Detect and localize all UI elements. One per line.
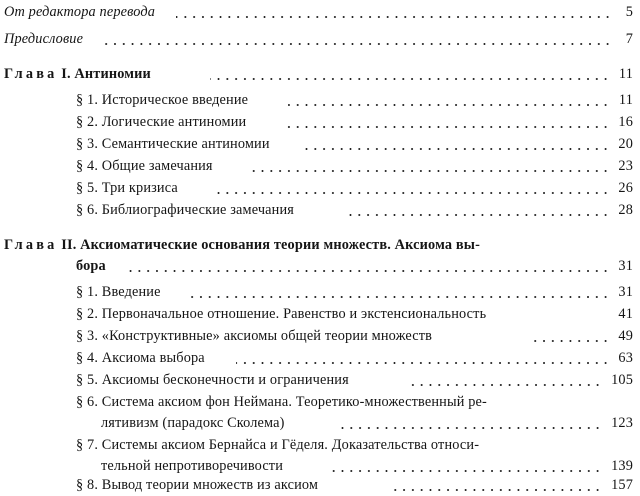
toc-entry-label: Предисловие xyxy=(4,31,84,47)
dot-leader xyxy=(528,340,610,342)
toc-section-label: § 2. Первоначальное отношение. Равенство и экстенсиональность xyxy=(76,306,487,322)
toc-section[interactable] xyxy=(0,369,640,391)
dot-leader xyxy=(248,170,610,172)
toc-section-label: § 1. Историческое введение xyxy=(76,92,249,108)
dot-leader xyxy=(410,384,602,386)
toc-page-number: 49 xyxy=(618,328,633,344)
dot-leader xyxy=(236,362,610,364)
chapter-heading xyxy=(4,234,480,256)
toc-section[interactable] xyxy=(0,199,640,221)
toc-page-number: 5 xyxy=(625,4,633,20)
chapter-word: Глава xyxy=(4,237,58,253)
chapter-word: Глава xyxy=(4,66,58,82)
dot-leader xyxy=(214,192,610,194)
toc-entry-preface[interactable] xyxy=(0,28,640,50)
toc-chapter-2[interactable] xyxy=(0,234,640,256)
toc-page-number: 11 xyxy=(618,92,633,108)
dot-leader xyxy=(104,43,612,45)
toc-section-label-continuation: лятивизм (парадокс Сколема) xyxy=(101,415,285,431)
toc-page-number: 20 xyxy=(618,136,633,152)
toc-page-number: 31 xyxy=(618,258,633,274)
toc-section[interactable] xyxy=(0,177,640,199)
toc-page-number: 28 xyxy=(618,202,633,218)
dot-leader xyxy=(390,489,602,491)
toc-page-number: 41 xyxy=(618,306,633,322)
toc-section-label: § 3. «Конструктивные» аксиомы общей теории множеств xyxy=(76,328,433,344)
toc-section-label: § 3. Семантические антиномии xyxy=(76,136,270,152)
toc-section[interactable] xyxy=(0,434,640,456)
chapter-title: I. Антиномии xyxy=(61,66,151,82)
dot-leader xyxy=(176,16,612,18)
toc-section[interactable] xyxy=(0,391,640,413)
toc-section-label: § 6. Система аксиом фон Неймана. Теоретико-множественный ре- xyxy=(76,394,487,410)
dot-leader xyxy=(288,104,610,106)
toc-section-label: § 4. Общие замечания xyxy=(76,158,213,174)
toc-section[interactable] xyxy=(0,303,640,325)
dot-leader xyxy=(126,270,610,272)
toc-entry-label: От редактора перевода xyxy=(4,4,156,20)
toc-section-label: § 8. Вывод теории множеств из аксиом xyxy=(76,477,319,493)
dot-leader xyxy=(336,427,602,429)
toc-section-label: § 2. Логические антиномии xyxy=(76,114,247,130)
toc-page-number: 7 xyxy=(625,31,633,47)
toc-section-label: § 7. Системы аксиом Бернайса и Гёделя. Доказательства относи- xyxy=(76,437,480,453)
toc-section[interactable] xyxy=(0,133,640,155)
toc-page-number: 139 xyxy=(611,458,633,474)
toc-page-number: 23 xyxy=(618,158,633,174)
toc-page-number: 63 xyxy=(618,350,633,366)
toc-section[interactable] xyxy=(0,347,640,369)
toc-section[interactable] xyxy=(0,474,640,496)
dot-leader xyxy=(304,148,610,150)
dot-leader xyxy=(282,126,610,128)
toc-section-label: § 5. Аксиомы бесконечности и ограничения xyxy=(76,372,349,388)
toc-section-label: § 4. Аксиома выбора xyxy=(76,350,205,366)
toc-section[interactable] xyxy=(0,325,640,347)
toc-page-number: 26 xyxy=(618,180,633,196)
chapter-heading xyxy=(4,63,151,85)
toc-section[interactable] xyxy=(0,89,640,111)
toc-chapter-1[interactable] xyxy=(0,63,640,85)
toc-page-number: 16 xyxy=(618,114,633,130)
chapter-title-continuation: бора xyxy=(76,258,106,274)
toc-section[interactable] xyxy=(0,281,640,303)
toc-section[interactable] xyxy=(0,111,640,133)
toc-page-number: 31 xyxy=(618,284,633,300)
toc-section-continued[interactable] xyxy=(0,412,640,434)
toc-page-number: 105 xyxy=(611,372,633,388)
toc-entry-editor-preface[interactable] xyxy=(0,1,640,23)
dot-leader xyxy=(346,214,610,216)
toc-section[interactable] xyxy=(0,155,640,177)
toc-section-label: § 5. Три кризиса xyxy=(76,180,178,196)
toc-section-label-continuation: тельной непротиворечивости xyxy=(101,458,284,474)
chapter-title: II. Аксиоматические основания теории множеств. Аксиома вы- xyxy=(61,237,480,253)
dot-leader xyxy=(210,78,610,80)
toc-page-number: 11 xyxy=(618,66,633,82)
toc-section-label: § 6. Библиографические замечания xyxy=(76,202,295,218)
dot-leader xyxy=(330,470,602,472)
dot-leader xyxy=(188,296,610,298)
toc-chapter-2-continued[interactable] xyxy=(0,255,640,277)
toc-section-label: § 1. Введение xyxy=(76,284,161,300)
toc-page-number: 157 xyxy=(611,477,633,493)
toc-page-number: 123 xyxy=(611,415,633,431)
